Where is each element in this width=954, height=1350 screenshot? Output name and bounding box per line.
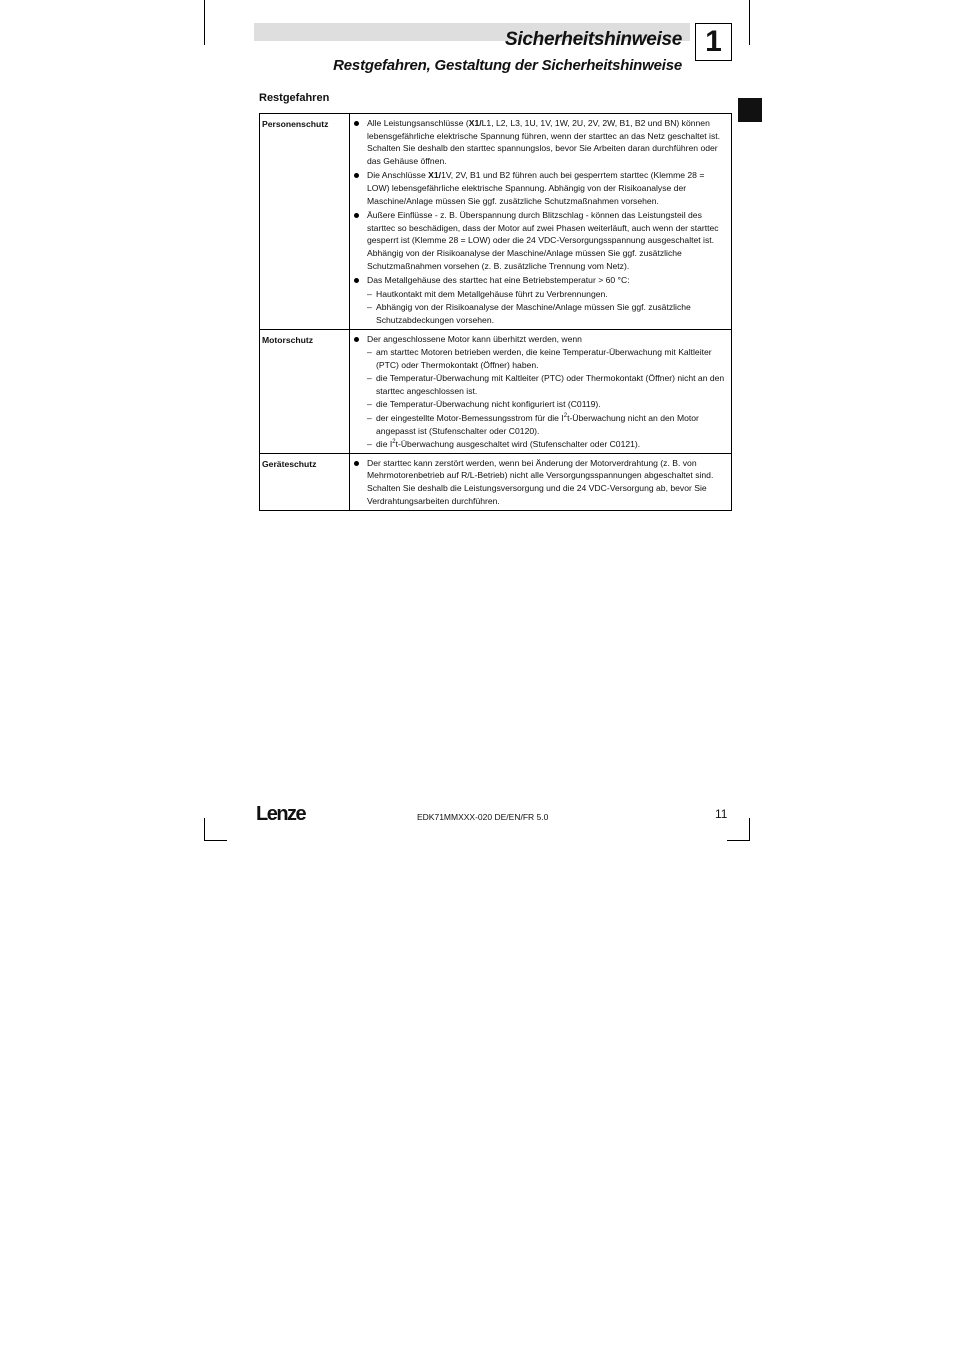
sub-list-item: – Hautkontakt mit dem Metallgehäuse führt zu Verbrennungen.: [367, 288, 608, 299]
category-cell: Geräteschutz: [260, 453, 350, 510]
sub-list-item: – die Temperatur-Überwachung nicht konfiguriert ist (C0119).: [367, 399, 601, 410]
page-number: 11: [715, 807, 728, 821]
sub-list-item: – Abhängig von der Risikoanalyse der Maschine/Anlage müssen Sie ggf. zusätzliche Schutzabdeckungen vorsehen.: [367, 302, 691, 325]
hazard-table: [259, 113, 732, 511]
list-item: Die Anschlüsse X1/1V, 2V, B1 und B2 führen auch bei gesperrtem starttec (Klemme 28 = LOW) lebensgefährliche elektrische Spannung. Abhängig von der Risikoanalyse der Maschine/Anlage müssen Sie ggf. zusätzliche Schutzmaßnahmen vorsehen.: [354, 169, 727, 207]
crop-mark: [749, 818, 750, 841]
crop-mark: [749, 0, 750, 45]
sub-list-item: – der eingestellte Motor-Bemessungsstrom für die $I^2t$-Überwachung nicht an den Motor angepasst ist (Stufenschalter oder C0120).: [367, 413, 699, 436]
bullet-icon: [354, 461, 359, 466]
crop-mark: [727, 840, 750, 841]
list-item: Der starttec kann zerstört werden, wenn bei Änderung der Motorverdrahtung (z. B. von Mehrmotorenbetrieb auf R/L-Betrieb) nicht alle Versorgungsspannungen abgeschaltet sind. Schalten Sie deshalb die Leistungsversorgung und die 24 VDC-Versorgung ab, bevor Sie Verdrahtungsarbeiten durchführen.: [354, 457, 727, 507]
sub-list-item: – die $I^2t$-Überwachung ausgeschaltet wird (Stufenschalter oder C0121).: [367, 439, 641, 450]
lenze-logo: Lenze: [256, 803, 306, 825]
list-item: Äußere Einflüsse - z. B. Überspannung durch Blitzschlag - können das Leistungsteil des starttec so beschädigen, dass der Motor auf zwei Phasen weiterläuft, auch wenn der starttec gesperrt ist (Klemme 28 = LOW) oder die 24 VDC-Versorgungsspannung ausgeschaltet ist. Abhängig von der Risikoanalyse der Maschine/Anlage müssen Sie ggf. zusätzliche Schutzmaßnahmen vorsehen (z. B. zusätzliche Trennung vom Netz).: [354, 209, 727, 272]
section-title: Restgefahren: [259, 92, 330, 104]
bullet-icon: [354, 278, 359, 283]
page-title: Sicherheitshinweise: [505, 29, 682, 50]
crop-mark: [204, 0, 205, 45]
table-row: [260, 114, 732, 330]
chapter-number: 1: [695, 23, 732, 61]
list-item: Der angeschlossene Motor kann überhitzt werden, wenn: [354, 333, 727, 346]
description-cell: [350, 114, 732, 330]
document-id: EDK71MMXXX-020 DE/EN/FR 5.0: [417, 812, 549, 822]
category-cell: Motorschutz: [260, 329, 350, 453]
sub-list-item: – die Temperatur-Überwachung mit Kaltleiter (PTC) oder Thermokontakt (Öffner) nicht an den starttec angeschlossen ist.: [367, 373, 725, 396]
bullet-icon: [354, 337, 359, 342]
sub-list-item: – am starttec Motoren betrieben werden, die keine Temperatur-Überwachung mit Kaltleiter (PTC) oder Thermokontakt (Öffner) haben.: [367, 347, 712, 370]
table-row: [260, 453, 732, 510]
category-cell: Personenschutz: [260, 114, 350, 330]
description-cell: [350, 329, 732, 453]
crop-mark: [204, 840, 227, 841]
chapter-tab-marker: [738, 98, 762, 122]
bullet-icon: [354, 121, 359, 126]
page-subtitle: Restgefahren, Gestaltung der Sicherheitshinweise: [333, 57, 682, 74]
table-row: [260, 329, 732, 453]
description-cell: [350, 453, 732, 510]
bullet-icon: [354, 213, 359, 218]
list-item: Das Metallgehäuse des starttec hat eine Betriebstemperatur > 60 °C:: [354, 274, 727, 287]
list-item: Alle Leistungsanschlüsse (X1/L1, L2, L3, 1U, 1V, 1W, 2U, 2V, 2W, B1, B2 und BN) können lebensgefährliche elektrische Spannung führen, wenn der starttec an das Netz geschaltet ist. Schalten Sie deshalb den starttec spannungslos, bevor Sie Arbeiten daran durchführen oder das Gehäuse öffnen.: [354, 117, 727, 167]
bullet-icon: [354, 173, 359, 178]
crop-mark: [204, 818, 205, 841]
